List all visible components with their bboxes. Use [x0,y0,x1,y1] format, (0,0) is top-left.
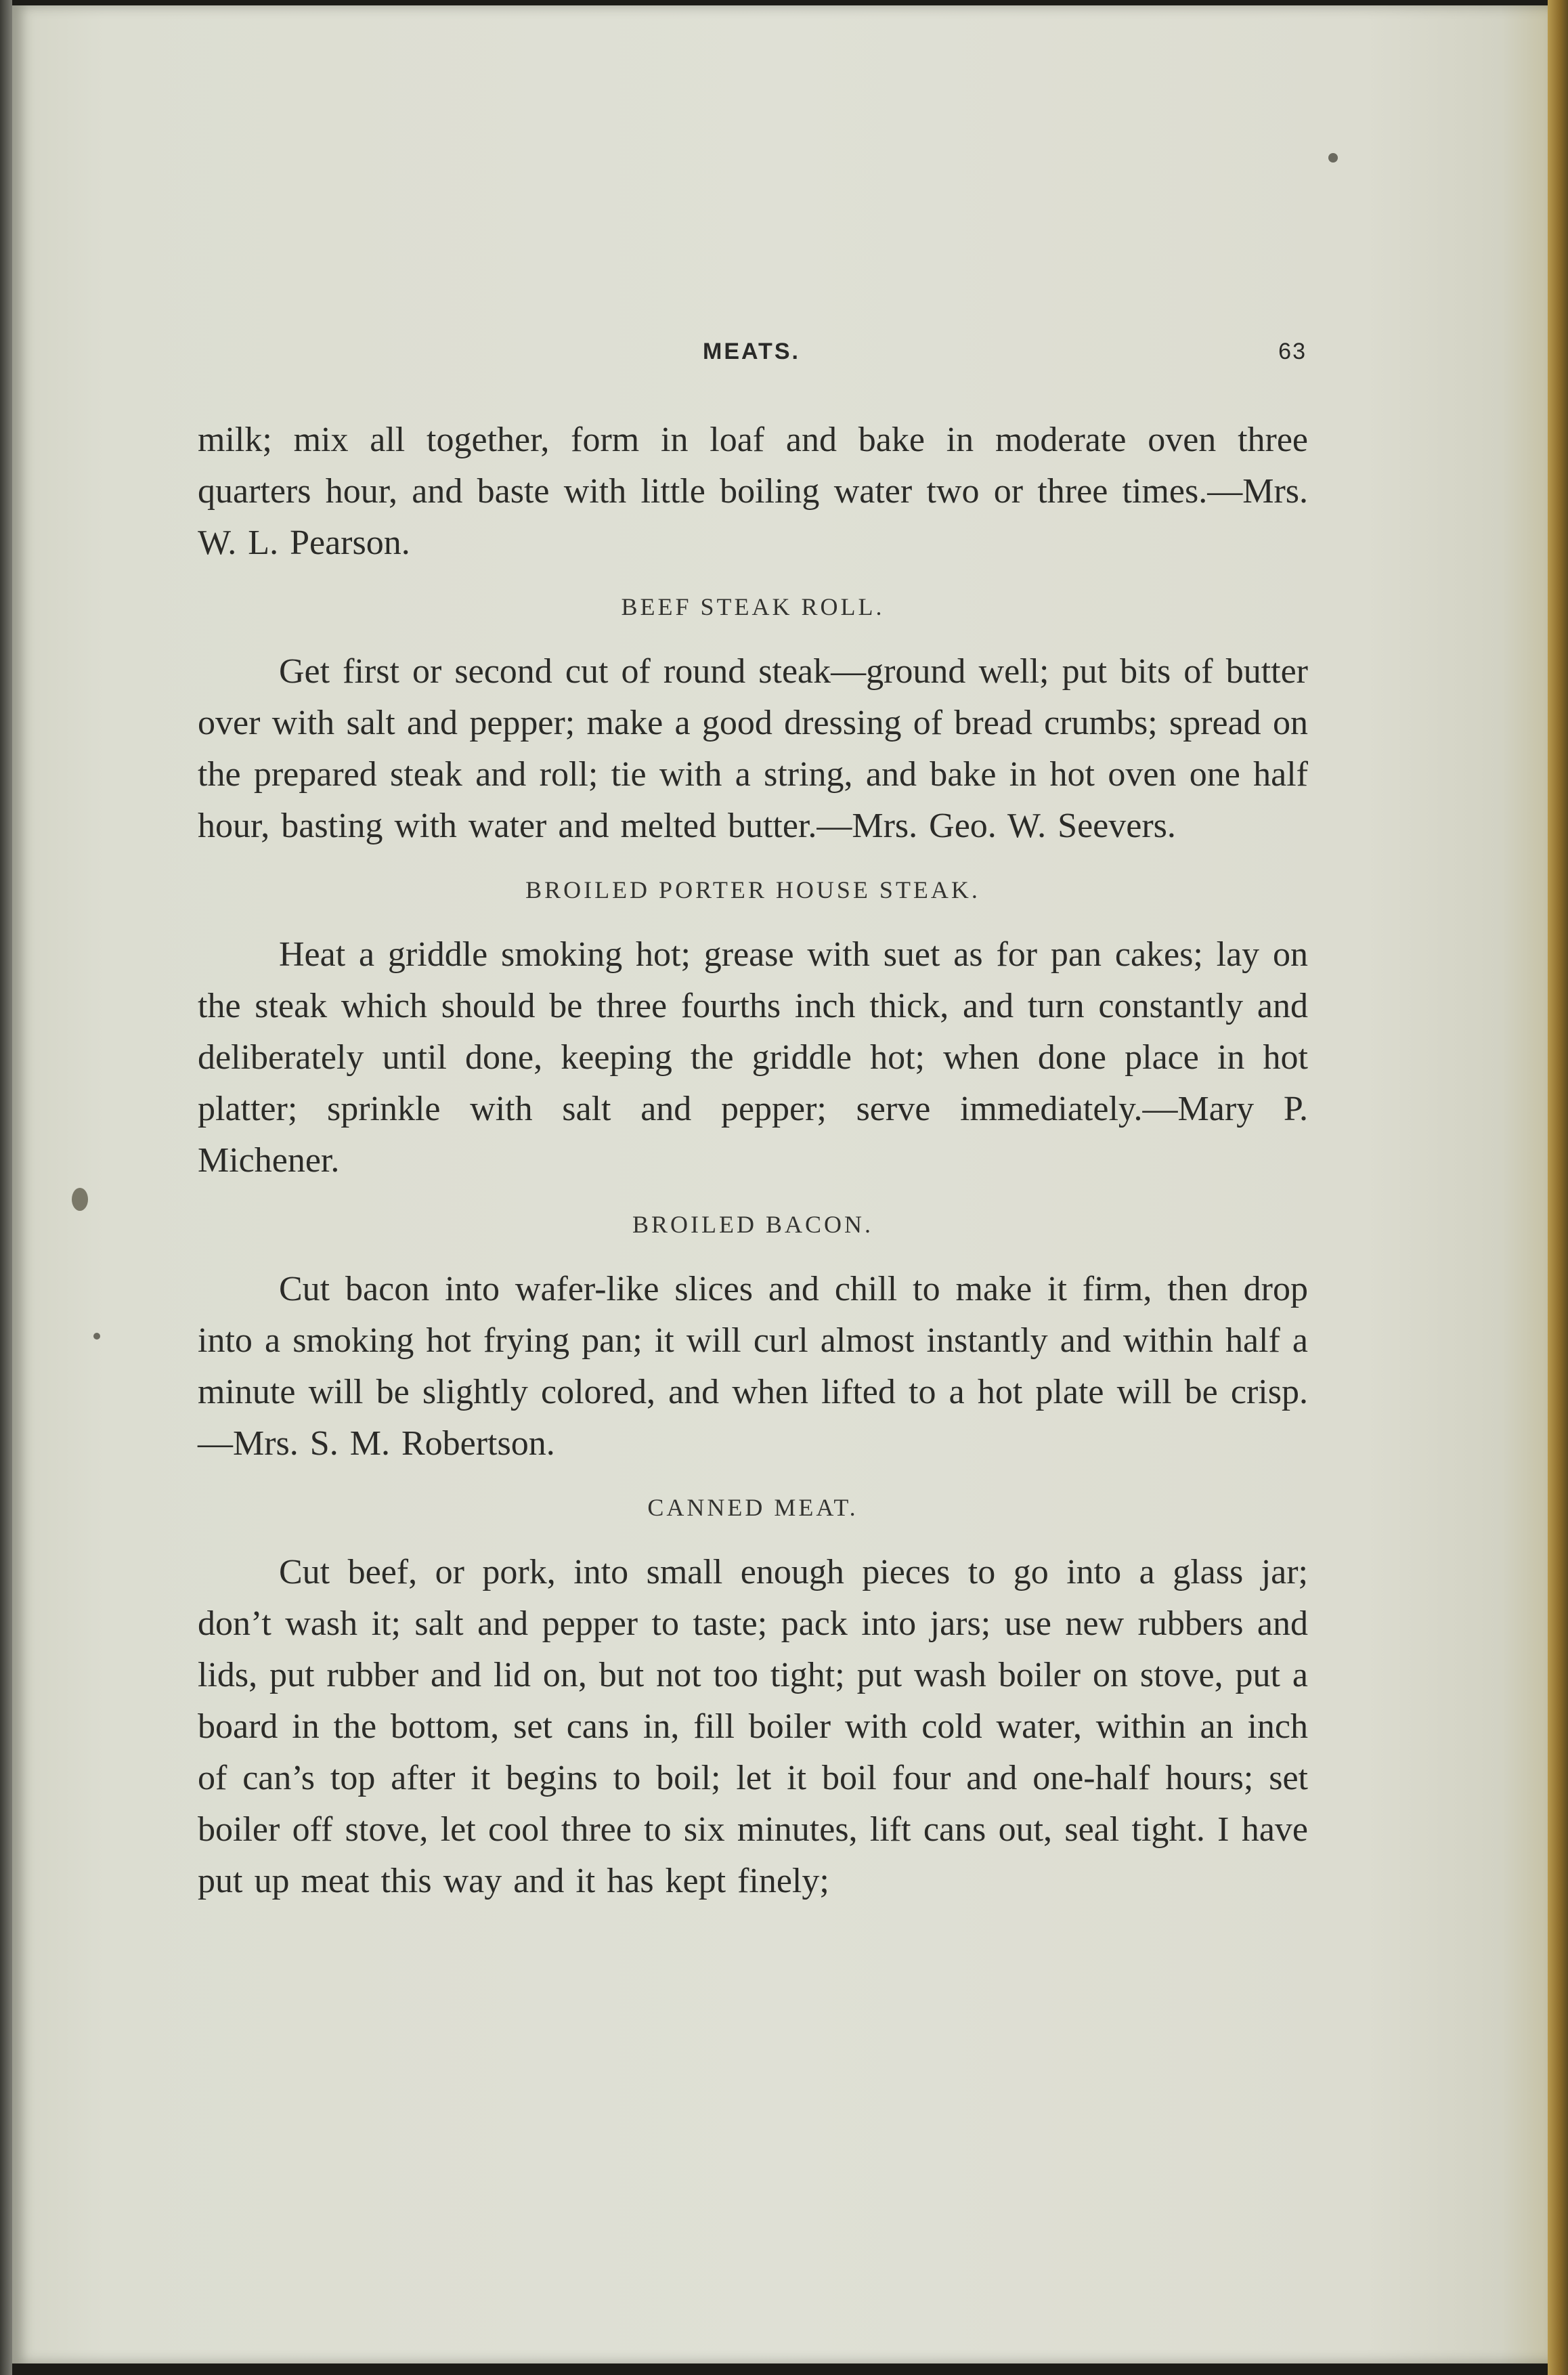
paper-speck [93,1333,100,1340]
paper-speck [72,1188,88,1211]
running-head: MEATS. [703,339,800,364]
intro-paragraph: milk; mix all together, form in loaf and bake in moderate oven three quarters hour, and baste with little boiling water two or three times.—Mrs. W. L. Pearson. [198,421,1308,562]
book-spine [0,0,12,2375]
recipe-body-canned-meat: Cut beef, or pork, into small enough pieces to go into a glass jar; don’t wash it; salt and pepper to taste; pack into jars; use new rubbers and lids, put rubber and lid on, but not too tight; put wash boiler on stove, put a board in the bottom, set cans in, fill boiler with cold water, within an inch of can’s top after it begins to boil; let it boil four and one-half hours; set boiler off stove, let cool three to six minutes, lift cans out, seal tight. I have put up meat this way and it has kept finely; [198,1553,1308,1900]
recipe-title-broiled-porter-house-steak: BROILED PORTER HOUSE STEAK. [525,876,980,903]
page-body [198,414,1308,1907]
recipe-body-broiled-bacon: Cut bacon into wafer-like slices and chill to make it firm, then drop into a smoking hot frying pan; it will curl almost instantly and within half a minute will be slightly colored, and when lifted to a hot plate will be crisp.—Mrs. S. M. Robertson. [198,1270,1308,1463]
page-edge [1548,0,1568,2375]
recipe-body-beef-steak-roll: Get first or second cut of round steak—ground well; put bits of butter over with salt and pepper; make a good dressing of bread crumbs; spread on the prepared steak and roll; tie with a string, and bake in hot oven one half hour, basting with water and melted butter.—Mrs. Geo. W. Seevers. [198,652,1308,845]
paper-speck [1328,153,1338,163]
recipe-title-beef-steak-roll: BEEF STEAK ROLL. [621,593,885,620]
recipe-body-broiled-porter-house-steak: Heat a griddle smoking hot; grease with suet as for pan cakes; lay on the steak which should be three fourths inch thick, and turn constantly and deliberately until done, keeping the griddle hot; when done place in hot platter; sprinkle with salt and pepper; serve immediately.—Mary P. Michener. [198,935,1308,1180]
page-header [196,339,1307,379]
recipe-title-canned-meat: CANNED MEAT. [647,1494,858,1521]
page-number: 63 [1278,339,1307,364]
recipe-title-broiled-bacon: BROILED BACON. [632,1211,873,1238]
